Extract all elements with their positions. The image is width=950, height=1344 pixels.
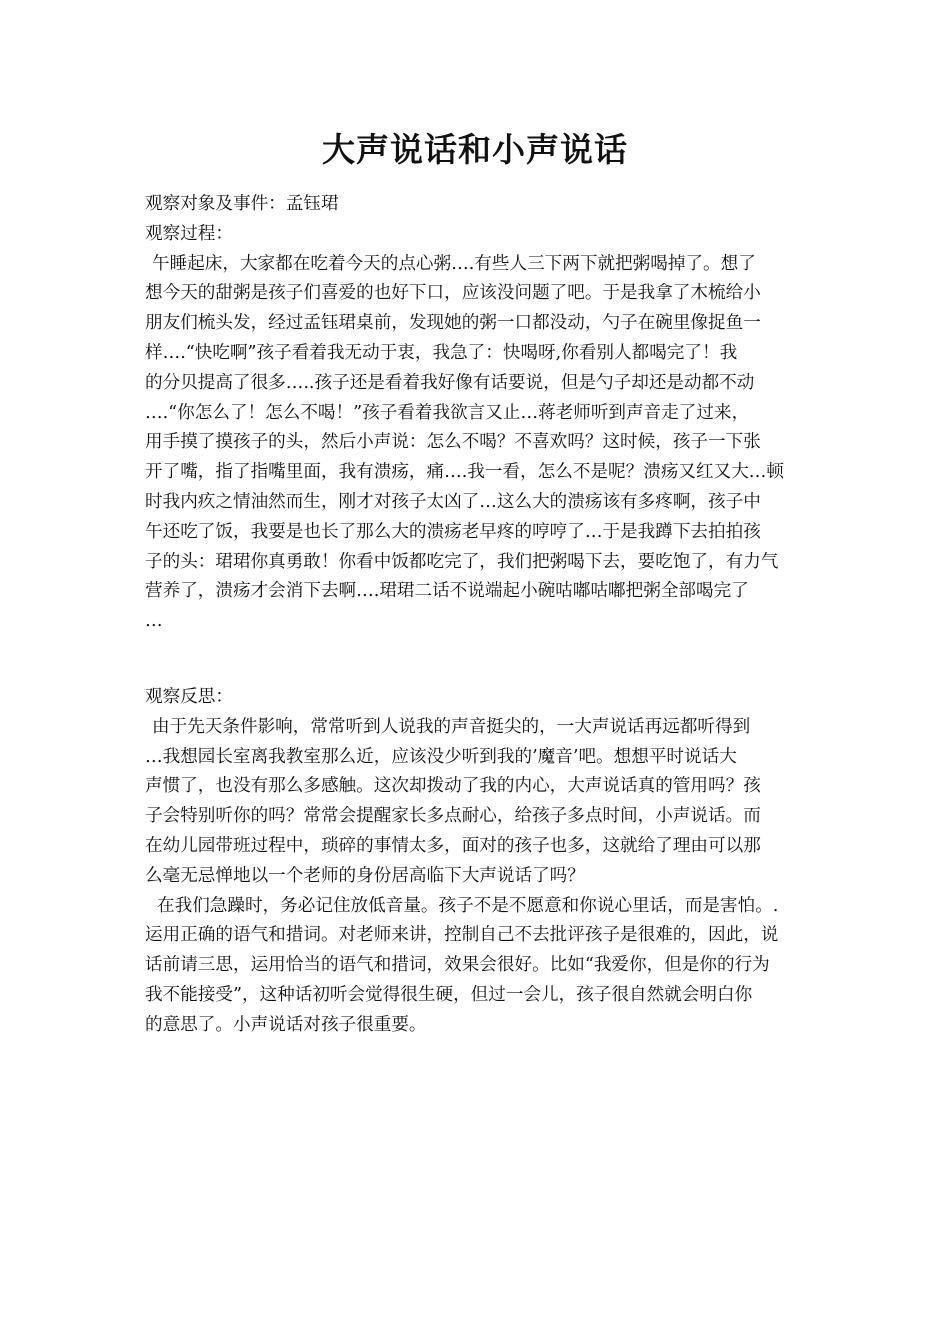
observation-subject: 观察对象及事件：孟钰珺 (145, 194, 339, 214)
process-line: … (145, 611, 163, 632)
process-line: 午睡起床，大家都在吃着今天的点心粥….有些人三下两下就把粥喝掉了。想了 (152, 253, 756, 274)
reflection-line: 么毫无忌惮地以一个老师的身份居高临下大声说话了吗？ (145, 865, 585, 886)
process-line: 朋友们梳头发，经过孟钰珺桌前，发现她的粥一口都没动，勺子在碗里像捉鱼一 (145, 313, 761, 334)
reflection-paragraph-2 (145, 892, 815, 1041)
reflection-line: 由于先天条件影响，常常听到人说我的声音挺尖的，一大声说话再远都听得到 (152, 716, 751, 737)
process-line: 用手摸了摸孩子的头，然后小声说：怎么不喝？不喜欢吗？这时候，孩子一下张 (145, 432, 761, 453)
reflection-line: 运用正确的语气和措词。对老师来讲，控制自己不去批评孩子是很难的，因此，说 (145, 925, 779, 946)
process-line: 的分贝提高了很多…..孩子还是看着我好像有话要说，但是勺子却还是动都不动 (145, 372, 755, 393)
reflection-line: 话前请三思，运用恰当的语气和措词，效果会很好。比如“我爱你，但是你的行为 (145, 955, 770, 976)
reflection-heading: 观察反思： (145, 686, 233, 707)
reflection-paragraph-1 (145, 713, 815, 892)
process-line: 想今天的甜粥是孩子们喜爱的也好下口，应该没问题了吧。于是我拿了木梳给小 (145, 283, 761, 304)
process-line: 开了嘴，指了指嘴里面，我有溃疡，痛….我一看，怎么不是呢？溃疡又红又大…顿 (145, 462, 784, 483)
process-line: 子的头：珺珺你真勇敢！你看中饭都吃完了，我们把粥喝下去，要吃饱了，有力气 (145, 551, 779, 572)
process-heading: 观察过程： (145, 223, 233, 244)
process-line: ….“你怎么了！怎么不喝！”孩子看着我欲言又止…蒋老师听到声音走了过来， (145, 402, 750, 423)
process-line: 时我内疚之情油然而生，刚才对孩子太凶了…这么大的溃疡该有多疼啊，孩子中 (145, 491, 761, 512)
reflection-line: 我不能接受”，这种话初听会觉得很生硬，但过一会儿，孩子很自然就会明白你 (145, 984, 753, 1005)
reflection-line: …我想园长室离我教室那么近，应该没少听到我的’魔音’吧。想想平时说话大 (145, 746, 737, 767)
process-line: 午还吃了饭，我要是也长了那么大的溃疡老早疼的哼哼了…于是我蹲下去拍拍孩 (145, 521, 761, 542)
reflection-line: 声惯了，也没有那么多感触。这次却拨动了我的内心，大声说话真的管用吗？孩 (145, 776, 761, 797)
reflection-line: 的意思了。小声说话对孩子很重要。 (145, 1014, 427, 1035)
process-paragraph (145, 250, 815, 637)
document-title: 大声说话和小声说话 (322, 130, 628, 169)
paragraph-gap (145, 637, 815, 683)
process-line: 营养了，溃疡才会消下去啊….珺珺二话不说端起小碗咕嘟咕嘟把粥全部喝完了 (145, 581, 749, 602)
reflection-line: 在我们急躁时，务必记住放低音量。孩子不是不愿意和你说心里话，而是害怕。. (157, 895, 779, 916)
reflection-line: 在幼儿园带班过程中，琐碎的事情太多，面对的孩子也多，这就给了理由可以那 (145, 835, 761, 856)
document-body (145, 190, 815, 1041)
reflection-line: 子会特别听你的吗？常常会提醒家长多点耐心，给孩子多点时间，小声说话。而 (145, 806, 761, 827)
process-line: 样….“快吃啊”孩子看着我无动于衷，我急了：快喝呀,你看别人都喝完了！我 (145, 342, 738, 363)
